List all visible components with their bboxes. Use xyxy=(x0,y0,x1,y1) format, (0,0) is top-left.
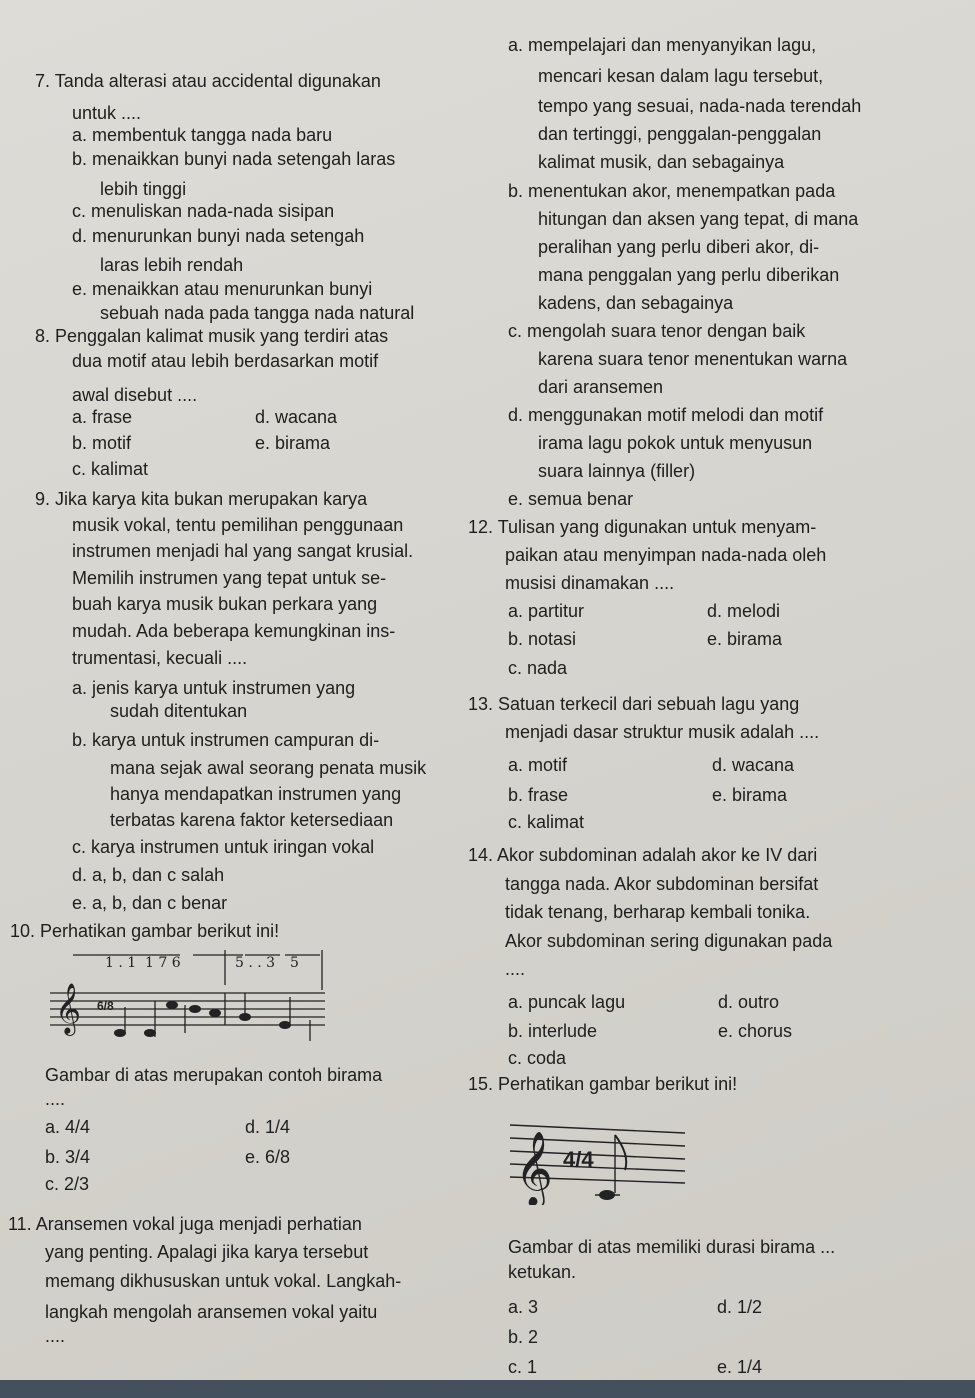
option-text: e. birama xyxy=(707,629,783,649)
text-line: buah karya musik bukan perkara yang xyxy=(72,594,378,614)
option-row: b. motif xyxy=(72,433,132,453)
text-line: hanya mendapatkan instrumen yang xyxy=(110,784,402,804)
text-line: d. menurunkan bunyi nada setengah xyxy=(72,226,365,246)
text-line: hitungan dan aksen yang tepat, di mana xyxy=(538,209,859,229)
option-text: d. wacana xyxy=(712,755,795,775)
text-line: 11. Aransemen vokal juga menjadi perhatian xyxy=(8,1214,362,1234)
text-line: sebuah nada pada tangga nada natural xyxy=(100,303,415,323)
option-row: a. 4/4 xyxy=(45,1117,91,1137)
text-line: e. semua benar xyxy=(508,489,634,509)
svg-text:𝄞: 𝄞 xyxy=(55,983,82,1034)
text-line: dua motif atau lebih berdasarkan motif xyxy=(72,351,379,371)
text-line: 10. Perhatikan gambar berikut ini! xyxy=(10,921,280,941)
text-line: Gambar di atas memiliki durasi birama ... xyxy=(508,1237,836,1257)
text-line: c. menuliskan nada-nada sisipan xyxy=(72,201,335,221)
text-line: tangga nada. Akor subdominan bersifat xyxy=(505,874,819,894)
text-line: menjadi dasar struktur musik adalah .... xyxy=(505,722,820,742)
option-row: a. puncak lagu xyxy=(508,992,626,1012)
svg-text:𝄞: 𝄞 xyxy=(515,1132,553,1205)
option-row: a. 3 xyxy=(508,1297,539,1317)
q10-time-signature: 6/8 xyxy=(97,999,114,1013)
text-line: musik vokal, tentu pemilihan penggunaan xyxy=(72,515,404,535)
text-line: dan tertinggi, penggalan-penggalan xyxy=(538,124,822,144)
text-line: c. coda xyxy=(508,1048,567,1068)
text-line: .... xyxy=(45,1326,66,1346)
q15-time-signature: 4/4 xyxy=(563,1147,594,1172)
option-text: e. chorus xyxy=(718,1021,793,1041)
text-line: untuk .... xyxy=(72,103,142,123)
option-text: e. 1/4 xyxy=(717,1357,763,1377)
text-line: awal disebut .... xyxy=(72,385,198,405)
option-text: e. 6/8 xyxy=(245,1147,291,1167)
text-line: 14. Akor subdominan adalah akor ke IV dari xyxy=(468,845,818,865)
text-line: b. menentukan akor, menempatkan pada xyxy=(508,181,836,201)
text-line: tidak tenang, berharap kembali tonika. xyxy=(505,902,811,922)
text-line: paikan atau menyimpan nada-nada oleh xyxy=(505,545,827,565)
option-row: c. 1 xyxy=(508,1357,538,1377)
text-line: b. 2 xyxy=(508,1327,539,1347)
svg-text:1 7 6: 1 7 6 xyxy=(145,955,181,971)
text-line: b. menaikkan bunyi nada setengah laras xyxy=(72,149,396,169)
text-line: 7. Tanda alterasi atau accidental digunakan xyxy=(35,71,381,91)
option-row: a. partitur xyxy=(508,601,585,621)
option-text: e. birama xyxy=(712,785,788,805)
text-line: yang penting. Apalagi jika karya tersebut xyxy=(45,1242,369,1262)
text-line: musisi dinamakan .... xyxy=(505,573,675,593)
text-line: c. nada xyxy=(508,658,568,678)
option-text: d. 1/4 xyxy=(245,1117,291,1137)
text-line: kalimat musik, dan sebagainya xyxy=(538,152,785,172)
text-line: 8. Penggalan kalimat musik yang terdiri atas xyxy=(35,326,389,346)
text-line: lebih tinggi xyxy=(100,179,187,199)
text-line: d. a, b, dan c salah xyxy=(72,865,225,885)
text-line: trumentasi, kecuali .... xyxy=(72,648,248,668)
option-row: b. interlude xyxy=(508,1021,598,1041)
svg-text:5 . . 3: 5 . . 3 xyxy=(235,955,276,971)
text-line: b. karya untuk instrumen campuran di- xyxy=(72,730,380,750)
option-row: a. motif xyxy=(508,755,568,775)
text-line: tempo yang sesuai, nada-nada terendah xyxy=(538,96,862,116)
text-line: irama lagu pokok untuk menyusun xyxy=(538,433,813,453)
svg-text:1 . 1: 1 . 1 xyxy=(105,955,137,971)
text-line: 9. Jika karya kita bukan merupakan karya xyxy=(35,489,368,509)
text-line: Memilih instrumen yang tepat untuk se- xyxy=(72,568,387,588)
text-line: mudah. Ada beberapa kemungkinan ins- xyxy=(72,621,396,641)
text-line: laras lebih rendah xyxy=(100,255,244,275)
q15-music-notation xyxy=(495,1095,690,1205)
text-line: e. menaikkan atau menurunkan bunyi xyxy=(72,279,373,299)
option-text: d. melodi xyxy=(707,601,781,621)
text-line: e. a, b, dan c benar xyxy=(72,893,228,913)
text-line: 12. Tulisan yang digunakan untuk menyam- xyxy=(468,517,817,537)
text-line: c. kalimat xyxy=(508,812,585,832)
text-line: c. kalimat xyxy=(72,459,149,479)
text-line: .... xyxy=(45,1089,66,1109)
text-line: .... xyxy=(505,959,526,979)
text-line: mana sejak awal seorang penata musik xyxy=(110,758,427,778)
text-line: mencari kesan dalam lagu tersebut, xyxy=(538,66,824,86)
text-line: ketukan. xyxy=(508,1262,577,1282)
text-line: peralihan yang perlu diberi akor, di- xyxy=(538,237,820,257)
text-line: Gambar di atas merupakan contoh birama xyxy=(45,1065,383,1085)
text-line: Akor subdominan sering digunakan pada xyxy=(505,931,833,951)
option-text: d. wacana xyxy=(255,407,338,427)
text-line: langkah mengolah aransemen vokal yaitu xyxy=(45,1302,378,1322)
text-line: kadens, dan sebagainya xyxy=(538,293,734,313)
text-line: mana penggalan yang perlu diberikan xyxy=(538,265,840,285)
option-text: d. outro xyxy=(718,992,780,1012)
text-line: c. mengolah suara tenor dengan baik xyxy=(508,321,806,341)
text-line: memang dikhususkan untuk vokal. Langkah- xyxy=(45,1271,402,1291)
option-row: b. 3/4 xyxy=(45,1147,91,1167)
option-row: b. notasi xyxy=(508,629,577,649)
text-line: a. membentuk tangga nada baru xyxy=(72,125,333,145)
text-line: terbatas karena faktor ketersediaan xyxy=(110,810,394,830)
text-line: dari aransemen xyxy=(538,377,664,397)
text-line: karena suara tenor menentukan warna xyxy=(538,349,848,369)
option-text: e. birama xyxy=(255,433,331,453)
option-text: d. 1/2 xyxy=(717,1297,763,1317)
text-line: a. jenis karya untuk instrumen yang xyxy=(72,678,356,698)
text-line: c. 2/3 xyxy=(45,1174,90,1194)
text-line: 13. Satuan terkecil dari sebuah lagu yang xyxy=(468,694,800,714)
svg-text:5: 5 xyxy=(290,955,299,971)
text-line: instrumen menjadi hal yang sangat krusial. xyxy=(72,541,414,561)
text-line: 15. Perhatikan gambar berikut ini! xyxy=(468,1074,738,1094)
q10-music-notation xyxy=(45,945,335,1045)
text-line: c. karya instrumen untuk iringan vokal xyxy=(72,837,375,857)
photo-bottom-edge xyxy=(0,1380,975,1398)
text-line: sudah ditentukan xyxy=(110,701,248,721)
option-row: a. frase xyxy=(72,407,133,427)
option-row: b. frase xyxy=(508,785,569,805)
text-line: suara lainnya (filler) xyxy=(538,461,696,481)
text-line: d. menggunakan motif melodi dan motif xyxy=(508,405,824,425)
text-line: a. mempelajari dan menyanyikan lagu, xyxy=(508,35,817,55)
